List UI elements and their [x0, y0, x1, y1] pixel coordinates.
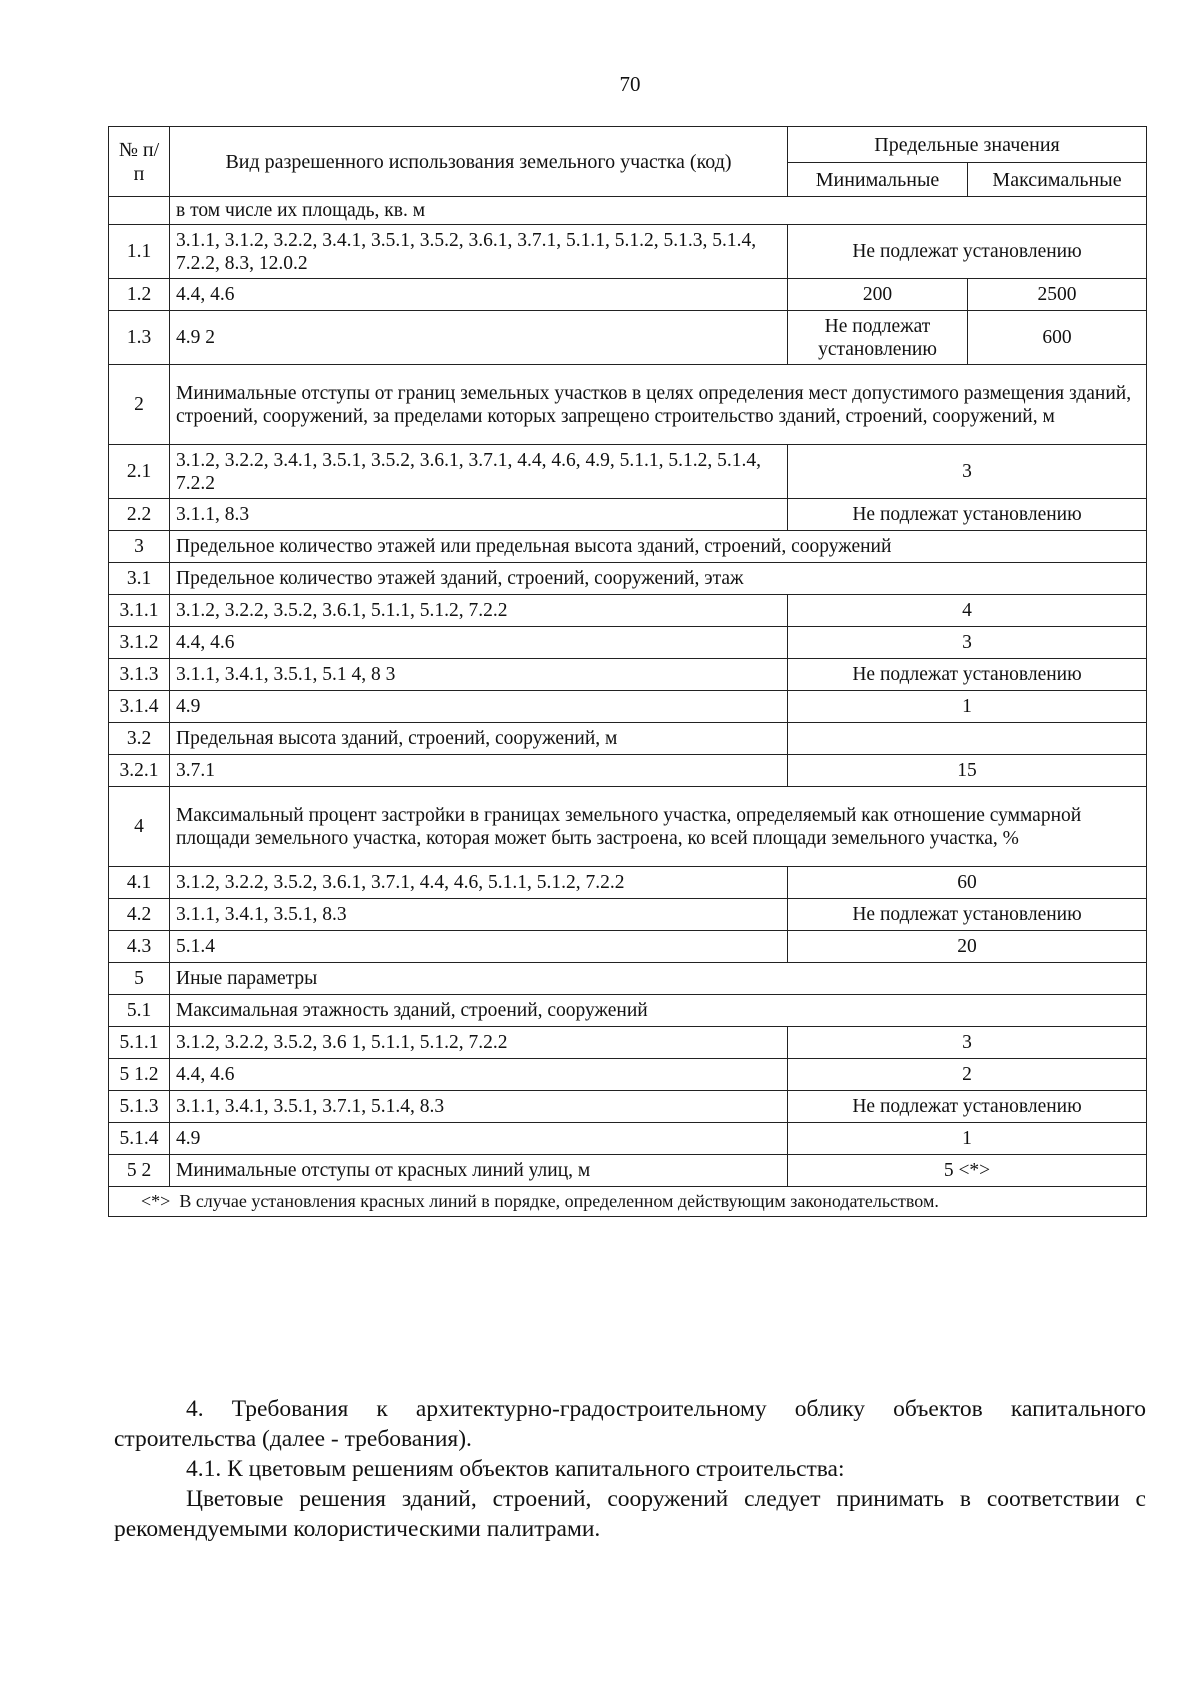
table-row [109, 445, 1147, 499]
row-value: 15 [788, 755, 1147, 787]
row-codes: 3.1.1, 3.1.2, 3.2.2, 3.4.1, 3.5.1, 3.5.2, 3.6.1, 3.7.1, 5.1.1, 5.1.2, 5.1.3, 5.1.4, 7.2.2, 8.3, 12.0.2 [170, 225, 788, 279]
row-number: 1.1 [109, 225, 170, 279]
row-number: 5 2 [109, 1155, 170, 1187]
row-description: Максимальный процент застройки в границах земельного участка, определяемый как отношение суммарной площади земельного участка, которая может быть застроена, ко всей площади земельного участка, % [170, 787, 1147, 867]
body-text [114, 1394, 1146, 1544]
header-max: Максимальные [968, 163, 1147, 197]
table-row [109, 1155, 1147, 1187]
row-value: 1 [788, 691, 1147, 723]
row-value: 20 [788, 931, 1147, 963]
row-min-value: Не подлежат установлению [788, 311, 968, 365]
row-value: Не подлежат установлению [788, 899, 1147, 931]
row-codes: 4.9 [170, 691, 788, 723]
paragraph-palettes: Цветовые решения зданий, строений, сооружений следует принимать в соответствии с рекомендуемыми колористическими палитрами. [114, 1486, 1146, 1542]
row-number: 1.3 [109, 311, 170, 365]
header-limits: Предельные значения [788, 127, 1147, 163]
row-number: 4.3 [109, 931, 170, 963]
table-row [109, 365, 1147, 445]
row-number: 4.2 [109, 899, 170, 931]
row-value: Не подлежат установлению [788, 225, 1147, 279]
table-footnote [109, 1187, 1147, 1217]
row-description: Иные параметры [170, 963, 1147, 995]
table-row [109, 787, 1147, 867]
row-codes: 3.1.1, 3.4.1, 3.5.1, 3.7.1, 5.1.4, 8.3 [170, 1091, 788, 1123]
row-number: 2.2 [109, 499, 170, 531]
row-codes: 3.1.1, 3.4.1, 3.5.1, 5.1 4, 8 3 [170, 659, 788, 691]
row-number: 3 [109, 531, 170, 563]
header-num: № п/п [109, 127, 170, 197]
row-number: 3.1.3 [109, 659, 170, 691]
table-row [109, 1027, 1147, 1059]
row-number: 4 [109, 787, 170, 867]
row-number: 2.1 [109, 445, 170, 499]
page-number: 70 [619, 72, 641, 96]
paragraph-color-solutions: 4.1. К цветовым решениям объектов капитального строительства: [186, 1456, 845, 1482]
row-value: 60 [788, 867, 1147, 899]
row-number: 3.2 [109, 723, 170, 755]
table-row [109, 225, 1147, 279]
row-codes: 3.1.1, 3.4.1, 3.5.1, 8.3 [170, 899, 788, 931]
row-value: 1 [788, 1123, 1147, 1155]
table-row [109, 311, 1147, 365]
table-row [109, 595, 1147, 627]
row-value: Не подлежат установлению [788, 499, 1147, 531]
parameters-table [108, 126, 1147, 1217]
table-row [109, 691, 1147, 723]
table-row [109, 279, 1147, 311]
row-min-value: 200 [788, 279, 968, 311]
row-codes: 3.1.2, 3.2.2, 3.5.2, 3.6.1, 5.1.1, 5.1.2, 7.2.2 [170, 595, 788, 627]
row-codes: 4.9 2 [170, 311, 788, 365]
table-row [109, 499, 1147, 531]
table-row [109, 197, 1147, 225]
table-row [109, 931, 1147, 963]
row-codes: Минимальные отступы от красных линий улиц, м [170, 1155, 788, 1187]
table-row [109, 1091, 1147, 1123]
row-value [788, 723, 1147, 755]
row-description: Предельное количество этажей или предельная высота зданий, строений, сооружений [170, 531, 1147, 563]
row-codes: 3.1.2, 3.2.2, 3.5.2, 3.6.1, 3.7.1, 4.4, 4.6, 5.1.1, 5.1.2, 7.2.2 [170, 867, 788, 899]
row-value: 4 [788, 595, 1147, 627]
row-description: Максимальная этажность зданий, строений, сооружений [170, 995, 1147, 1027]
header-type: Вид разрешенного использования земельного участка (код) [170, 127, 788, 197]
table-header [109, 127, 1147, 197]
footnote-text: В случае установления красных линий в порядке, определенном действующим законодательством. [179, 1191, 939, 1212]
row-max-value: 2500 [968, 279, 1147, 311]
row-number: 5.1.3 [109, 1091, 170, 1123]
row-value: 5 <*> [788, 1155, 1147, 1187]
row-value: 3 [788, 445, 1147, 499]
row-max-value: 600 [968, 311, 1147, 365]
table-row [109, 995, 1147, 1027]
table-row [109, 867, 1147, 899]
table-row [109, 659, 1147, 691]
table-row [109, 899, 1147, 931]
row-number: 5.1 [109, 995, 170, 1027]
row-codes: 4.4, 4.6 [170, 627, 788, 659]
row-codes: 4.9 [170, 1123, 788, 1155]
paragraph-requirements: 4. Требования к архитектурно-градостроительному облику объектов капитального строительства (далее - требования). [114, 1396, 1146, 1452]
row-number: 3.1 [109, 563, 170, 595]
table-row [109, 723, 1147, 755]
row-description: Предельное количество этажей зданий, строений, сооружений, этаж [170, 563, 1147, 595]
row-number: 3.1.4 [109, 691, 170, 723]
row-value: 3 [788, 627, 1147, 659]
row-value: 3 [788, 1027, 1147, 1059]
row-codes: 3.1.2, 3.2.2, 3.5.2, 3.6 1, 5.1.1, 5.1.2, 7.2.2 [170, 1027, 788, 1059]
footnote-mark: <*> [141, 1191, 171, 1212]
row-value: Не подлежат установлению [788, 1091, 1147, 1123]
table-row [109, 563, 1147, 595]
table-row [109, 755, 1147, 787]
header-min: Минимальные [788, 163, 968, 197]
row-number: 4.1 [109, 867, 170, 899]
row-number: 3.1.1 [109, 595, 170, 627]
row-codes: 3.1.2, 3.2.2, 3.4.1, 3.5.1, 3.5.2, 3.6.1, 3.7.1, 4.4, 4.6, 4.9, 5.1.1, 5.1.2, 5.1.4, 7.2.2 [170, 445, 788, 499]
row-value: Не подлежат установлению [788, 659, 1147, 691]
row-number: 5.1.1 [109, 1027, 170, 1059]
row-number: 3.2.1 [109, 755, 170, 787]
row-number: 5 1.2 [109, 1059, 170, 1091]
table-row [109, 1059, 1147, 1091]
row-number: 1.2 [109, 279, 170, 311]
row-value: 2 [788, 1059, 1147, 1091]
row-number: 5 [109, 963, 170, 995]
table-row [109, 627, 1147, 659]
row-codes: 3.1.1, 8.3 [170, 499, 788, 531]
row-number [109, 197, 170, 225]
row-number: 3.1.2 [109, 627, 170, 659]
row-codes: 4.4, 4.6 [170, 279, 788, 311]
row-description: в том числе их площадь, кв. м [170, 197, 1147, 225]
row-description: Минимальные отступы от границ земельных участков в целях определения мест допустимого размещения зданий, строений, сооружений, за пределами которых запрещено строительство зданий, строений, сооружений, м [170, 365, 1147, 445]
table-row [109, 1123, 1147, 1155]
table-body [109, 197, 1147, 1187]
table-row [109, 963, 1147, 995]
row-codes: 4.4, 4.6 [170, 1059, 788, 1091]
row-codes: Предельная высота зданий, строений, сооружений, м [170, 723, 788, 755]
row-number: 5.1.4 [109, 1123, 170, 1155]
table-row [109, 531, 1147, 563]
row-number: 2 [109, 365, 170, 445]
row-codes: 5.1.4 [170, 931, 788, 963]
row-codes: 3.7.1 [170, 755, 788, 787]
